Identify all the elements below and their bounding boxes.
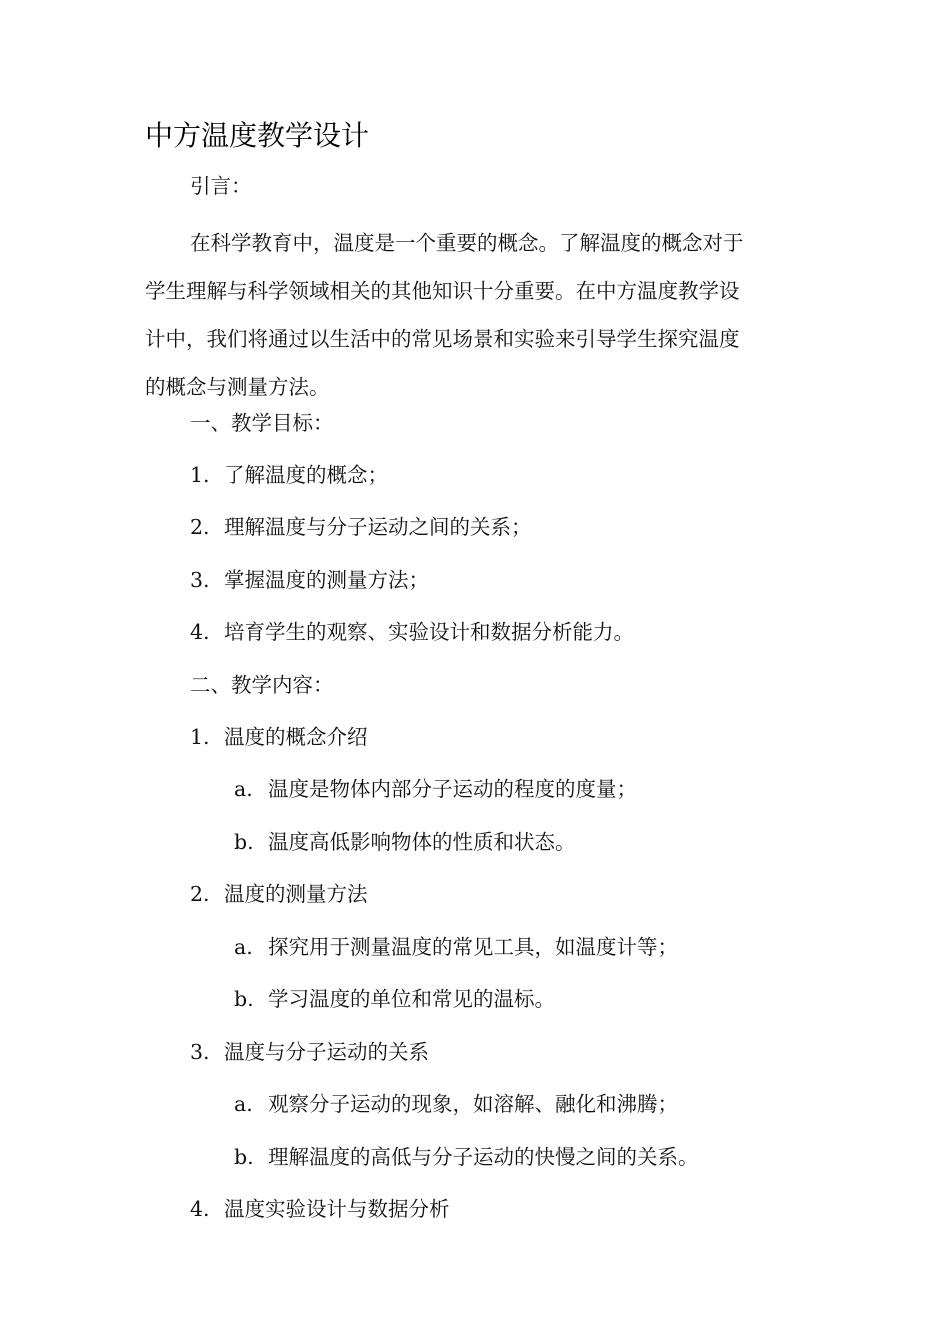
intro-paragraph bbox=[145, 219, 800, 411]
list-item bbox=[190, 1037, 429, 1067]
document-title: 中方温度教学设计 bbox=[145, 119, 370, 152]
section-heading: 二、教学内容： bbox=[190, 673, 334, 697]
sub-item bbox=[234, 827, 576, 857]
paragraph-line: 计中，我们将通过以生活中的常见场景和实验来引导学生探究温度 bbox=[145, 327, 740, 351]
sub-item bbox=[234, 932, 678, 962]
list-item bbox=[190, 617, 634, 647]
list-text: 温度的概念介绍 bbox=[224, 725, 368, 749]
list-item bbox=[190, 879, 368, 909]
sub-marker: b. bbox=[234, 830, 254, 854]
paragraph-line: 在科学教育中，温度是一个重要的概念。了解温度的概念对于 bbox=[190, 231, 744, 255]
paragraph-line: 的概念与测量方法。 bbox=[145, 375, 330, 399]
sub-text: 探究用于测量温度的常见工具，如温度计等； bbox=[268, 935, 678, 959]
list-number: 1. bbox=[190, 725, 210, 749]
sub-item bbox=[234, 984, 555, 1014]
sub-text: 温度是物体内部分子运动的程度的度量； bbox=[268, 777, 637, 801]
list-number: 2. bbox=[190, 882, 210, 906]
list-item bbox=[190, 722, 368, 752]
list-item bbox=[190, 565, 429, 595]
list-text: 了解温度的概念； bbox=[224, 463, 388, 487]
list-text: 理解温度与分子运动之间的关系； bbox=[224, 515, 532, 539]
sub-marker: b. bbox=[234, 987, 254, 1011]
list-number: 3. bbox=[190, 568, 210, 592]
list-number: 1. bbox=[190, 463, 210, 487]
list-text: 掌握温度的测量方法； bbox=[224, 568, 429, 592]
sub-text: 学习温度的单位和常见的温标。 bbox=[268, 987, 555, 1011]
sub-marker: a. bbox=[234, 1092, 253, 1116]
list-item bbox=[190, 1194, 450, 1224]
list-text: 温度与分子运动的关系 bbox=[224, 1040, 429, 1064]
list-item bbox=[190, 460, 388, 490]
sub-marker: a. bbox=[234, 777, 253, 801]
sub-text: 温度高低影响物体的性质和状态。 bbox=[268, 830, 576, 854]
list-text: 温度的测量方法 bbox=[224, 882, 368, 906]
sub-item bbox=[234, 1142, 699, 1172]
sub-item bbox=[234, 774, 637, 804]
sub-marker: a. bbox=[234, 935, 253, 959]
list-number: 3. bbox=[190, 1040, 210, 1064]
list-number: 4. bbox=[190, 620, 210, 644]
sub-marker: b. bbox=[234, 1145, 254, 1169]
list-text: 培育学生的观察、实验设计和数据分析能力。 bbox=[224, 620, 634, 644]
paragraph-line: 学生理解与科学领域相关的其他知识十分重要。在中方温度教学设 bbox=[145, 279, 740, 303]
sub-text: 理解温度的高低与分子运动的快慢之间的关系。 bbox=[268, 1145, 699, 1169]
intro-label: 引言： bbox=[190, 174, 252, 198]
list-number: 4. bbox=[190, 1197, 210, 1221]
section-heading: 一、教学目标： bbox=[190, 411, 334, 435]
list-item bbox=[190, 512, 532, 542]
list-text: 温度实验设计与数据分析 bbox=[224, 1197, 450, 1221]
sub-text: 观察分子运动的现象，如溶解、融化和沸腾； bbox=[268, 1092, 678, 1116]
sub-item bbox=[234, 1089, 678, 1119]
list-number: 2. bbox=[190, 515, 210, 539]
